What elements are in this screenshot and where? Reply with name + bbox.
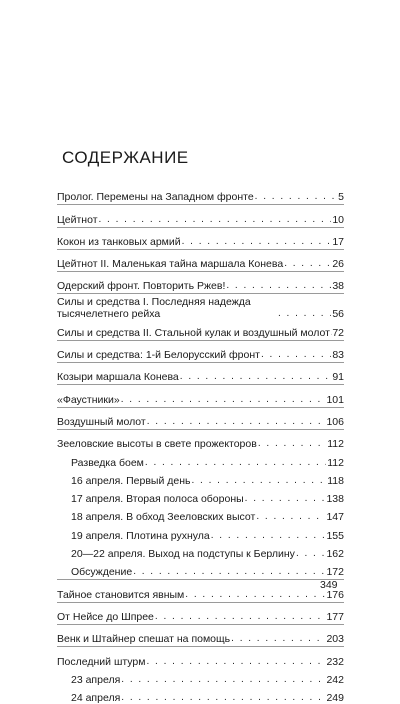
toc-entry-label: Разведка боем bbox=[71, 457, 144, 469]
toc-entry-label: 17 апреля. Вторая полоса обороны bbox=[71, 493, 244, 505]
leader-dots bbox=[296, 548, 326, 560]
leader-dots bbox=[185, 589, 325, 601]
divider bbox=[57, 362, 344, 363]
leader-dots bbox=[226, 280, 331, 292]
toc-entry-page: 176 bbox=[326, 589, 344, 601]
leader-dots bbox=[258, 438, 326, 450]
leader-dots bbox=[147, 656, 326, 668]
toc-entry-label: «Фаустники» bbox=[57, 394, 120, 406]
toc-entry-label: Одерский фронт. Повторить Ржев! bbox=[57, 280, 225, 292]
leader-dots bbox=[121, 692, 325, 704]
toc-entry-label: Цейтнот II. Маленькая тайна маршала Конева bbox=[57, 258, 283, 270]
divider bbox=[57, 602, 344, 603]
toc-entry-page: 147 bbox=[326, 511, 344, 523]
divider bbox=[57, 579, 344, 580]
toc-entry-page: 26 bbox=[332, 258, 344, 270]
divider bbox=[57, 384, 344, 385]
leader-dots bbox=[121, 394, 326, 406]
toc-entry-page: 56 bbox=[332, 308, 344, 320]
toc-entry-page: 72 bbox=[332, 327, 344, 339]
toc-entry[interactable] bbox=[57, 432, 344, 450]
toc-entry-label: Тайное становится явным bbox=[57, 589, 184, 601]
leader-dots bbox=[261, 349, 331, 361]
toc-subentry[interactable] bbox=[57, 560, 344, 578]
toc-entry-label: Воздушный молот bbox=[57, 416, 146, 428]
toc-entry-page: 91 bbox=[332, 371, 344, 383]
toc-entry-page: 249 bbox=[326, 692, 344, 704]
leader-dots bbox=[180, 371, 332, 383]
toc-entry-label: Силы и средства: 1-й Белорусский фронт bbox=[57, 349, 260, 361]
toc-entry[interactable] bbox=[57, 649, 344, 667]
toc-entry-page: 101 bbox=[326, 394, 344, 406]
leader-dots bbox=[231, 633, 325, 645]
toc-entry-label: Последний штурм bbox=[57, 656, 146, 668]
toc-entry-label: 24 апреля bbox=[71, 692, 120, 704]
toc-entry-label: Зееловские высоты в свете прожекторов bbox=[57, 438, 257, 450]
toc-entry-page: 203 bbox=[326, 633, 344, 645]
toc-subentry[interactable] bbox=[57, 542, 344, 560]
toc-entry-label: Венк и Штайнер спешат на помощь bbox=[57, 633, 230, 645]
divider bbox=[57, 624, 344, 625]
toc-entry-label: Кокон из танковых армий bbox=[57, 236, 181, 248]
toc-entry-page: 118 bbox=[327, 475, 344, 487]
page-number: 349 bbox=[320, 579, 338, 591]
toc-subentry[interactable] bbox=[57, 523, 344, 541]
toc-entry-page: 112 bbox=[327, 438, 344, 450]
toc-entry-page: 10 bbox=[332, 214, 344, 226]
toc-subentry[interactable] bbox=[57, 668, 344, 686]
leader-dots bbox=[182, 236, 332, 248]
toc-entry-label: Обсуждение bbox=[71, 566, 132, 578]
toc-entry-label: 19 апреля. Плотина рухнула bbox=[71, 530, 210, 542]
toc-entry[interactable] bbox=[57, 365, 344, 383]
divider bbox=[57, 227, 344, 228]
toc-subentry[interactable] bbox=[57, 505, 344, 523]
toc-entry[interactable] bbox=[57, 582, 344, 600]
toc-entry[interactable] bbox=[57, 410, 344, 428]
leader-dots bbox=[145, 457, 326, 469]
toc-entry-label: От Нейсе до Шпрее bbox=[57, 611, 154, 623]
toc-entry[interactable] bbox=[57, 320, 344, 338]
toc-entry-page: 172 bbox=[326, 566, 344, 578]
toc-title: СОДЕРЖАНИЕ bbox=[62, 148, 189, 168]
toc-entry-page: 242 bbox=[326, 674, 344, 686]
toc-entry-label: Цейтнот bbox=[57, 214, 98, 226]
toc-subentry[interactable] bbox=[57, 686, 344, 704]
leader-dots bbox=[284, 258, 331, 270]
toc-subentry[interactable] bbox=[57, 487, 344, 505]
toc-entry-page: 17 bbox=[332, 236, 344, 248]
leader-dots bbox=[121, 674, 325, 686]
toc-entry[interactable] bbox=[57, 296, 344, 320]
toc-entry-label: 16 апреля. Первый день bbox=[71, 475, 190, 487]
toc-entry-page: 155 bbox=[326, 530, 344, 542]
toc-entry-label: Козыри маршала Конева bbox=[57, 371, 179, 383]
toc-entry-label: 20—22 апреля. Выход на подступы к Берлину bbox=[71, 548, 295, 560]
toc-entry-page: 177 bbox=[326, 611, 344, 623]
leader-dots bbox=[278, 308, 331, 320]
toc-entry-label: 18 апреля. В обход Зееловских высот bbox=[71, 511, 255, 523]
toc-entry-page: 112 bbox=[327, 457, 344, 469]
table-of-contents bbox=[57, 185, 344, 704]
toc-entry-label: Силы и средства I. Последняя надежда тысячелетнего рейха bbox=[57, 297, 277, 320]
divider bbox=[57, 293, 344, 294]
leader-dots bbox=[245, 493, 326, 505]
leader-dots bbox=[191, 475, 326, 487]
toc-entry[interactable] bbox=[57, 387, 344, 405]
toc-entry[interactable] bbox=[57, 627, 344, 645]
toc-subentry[interactable] bbox=[57, 469, 344, 487]
toc-entry[interactable] bbox=[57, 343, 344, 361]
toc-entry-page: 138 bbox=[326, 493, 344, 505]
divider bbox=[57, 271, 344, 272]
toc-entry-label: 23 апреля bbox=[71, 674, 120, 686]
toc-entry-page: 232 bbox=[326, 656, 344, 668]
leader-dots bbox=[133, 566, 325, 578]
toc-entry[interactable] bbox=[57, 274, 344, 292]
toc-entry-page: 5 bbox=[338, 191, 344, 203]
toc-entry[interactable] bbox=[57, 185, 344, 203]
toc-subentry[interactable] bbox=[57, 450, 344, 468]
leader-dots bbox=[155, 611, 326, 623]
toc-entry-label: Силы и средства II. Стальной кулак и воздушный молот bbox=[57, 327, 330, 339]
toc-entry-page: 38 bbox=[332, 280, 344, 292]
leader-dots bbox=[211, 530, 326, 542]
toc-entry[interactable] bbox=[57, 605, 344, 623]
divider bbox=[57, 249, 344, 250]
leader-dots bbox=[147, 416, 326, 428]
toc-entry-page: 106 bbox=[326, 416, 344, 428]
divider bbox=[57, 407, 344, 408]
toc-entry-label: Пролог. Перемены на Западном фронте bbox=[57, 191, 254, 203]
leader-dots bbox=[99, 214, 332, 226]
divider bbox=[57, 204, 344, 205]
toc-entry[interactable] bbox=[57, 252, 344, 270]
toc-entry[interactable] bbox=[57, 230, 344, 248]
leader-dots bbox=[255, 191, 337, 203]
leader-dots bbox=[256, 511, 325, 523]
divider bbox=[57, 340, 344, 341]
toc-entry[interactable] bbox=[57, 207, 344, 225]
toc-entry-page: 162 bbox=[326, 548, 344, 560]
divider bbox=[57, 429, 344, 430]
toc-entry-page: 83 bbox=[332, 349, 344, 361]
